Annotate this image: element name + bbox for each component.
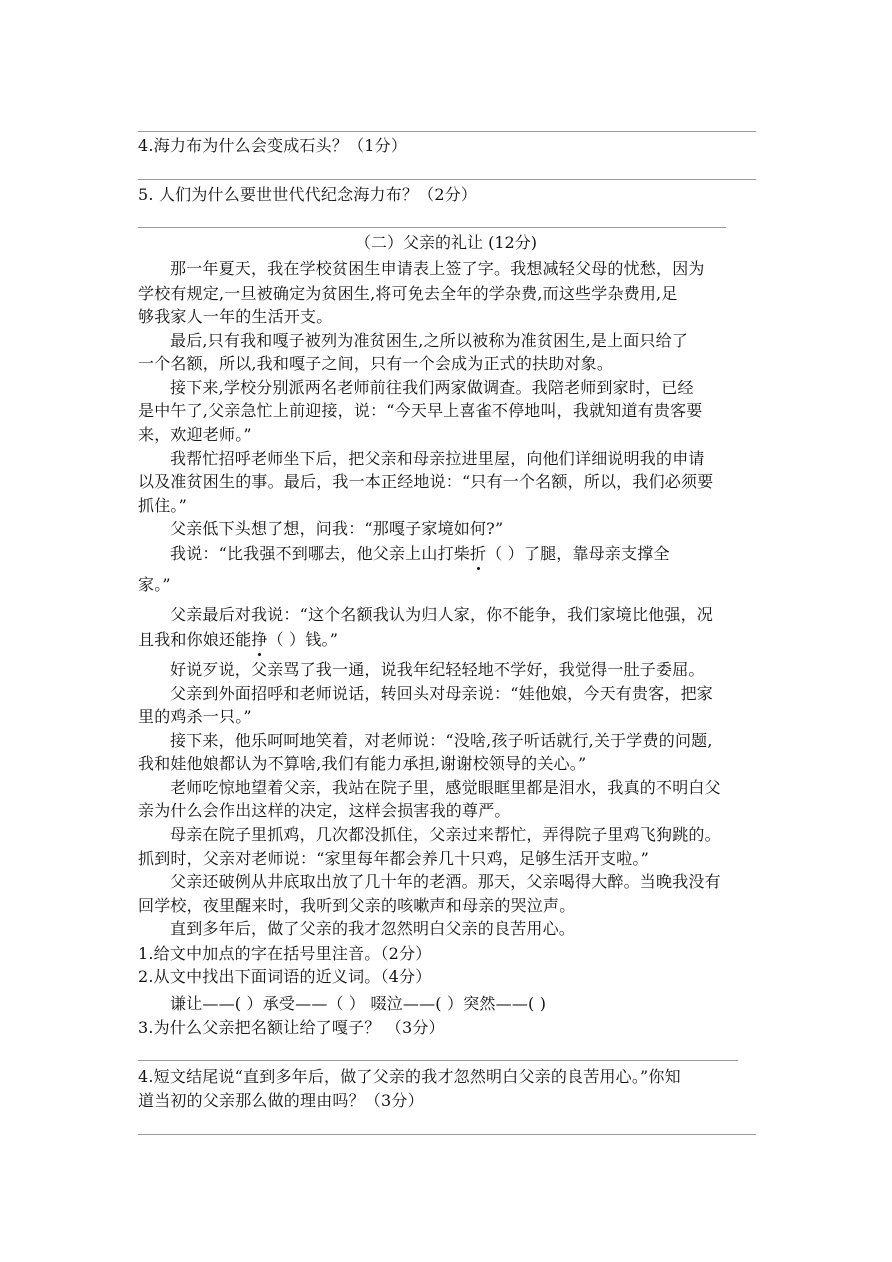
passage-line: 接下来,学校分别派两名老师前往我们两家做调查。我陪老师到家时，已经 bbox=[170, 378, 694, 397]
passage-text: （ ）钱。” bbox=[267, 630, 339, 649]
passage-line: 来，欢迎老师。” bbox=[138, 425, 252, 444]
question-3: 3.为什么父亲把名额让给了嘎子？ （3分） bbox=[138, 1018, 445, 1037]
passage-line: 老师吃惊地望着父亲，我站在院子里，感觉眼眶里都是泪水，我真的不明白父 bbox=[170, 778, 721, 797]
passage-text: 我说：“比我强不到哪去，他父亲上山打柴 bbox=[170, 544, 470, 563]
question-4-top: 4.海力布为什么会变成石头？（1分） bbox=[138, 136, 408, 155]
passage-text: 且我和你娘还能 bbox=[138, 630, 252, 649]
passage-line: 父亲最后对我说：“这个名额我认为归人家，你不能争，我们家境比他强，况 bbox=[170, 605, 713, 624]
passage-line: 里的鸡杀一只。” bbox=[138, 707, 252, 726]
passage-line: 一个名额，所以,我和嘎子之间，只有一个会成为正式的扶助对象。 bbox=[138, 354, 614, 373]
passage-line: 家。” bbox=[138, 575, 171, 594]
question-1: 1.给文中加点的字在括号里注音。（2分） bbox=[138, 944, 432, 963]
dotted-char: 折 bbox=[469, 544, 487, 563]
passage-line: 父亲还破例从井底取出放了几十年的老酒。那天，父亲喝得大醉。当晚我没有 bbox=[170, 872, 721, 891]
passage-line-with-dot bbox=[138, 629, 338, 651]
question-2: 2.从文中找出下面词语的近义词。（4分） bbox=[138, 967, 432, 986]
answer-line bbox=[138, 1060, 738, 1061]
passage-line: 母亲在院子里抓鸡，几次都没抓住，父亲过来帮忙，弄得院子里鸡飞狗跳的。 bbox=[170, 825, 721, 844]
passage-line: 好说歹说，父亲骂了我一通，说我年纪轻轻地不学好，我觉得一肚子委屈。 bbox=[170, 660, 705, 679]
question-4-line-2: 道当初的父亲那么做的理由吗？（3分） bbox=[138, 1091, 424, 1110]
passage-title: （二）父亲的礼让 (12分) bbox=[355, 233, 537, 252]
question-2-items: 谦让——( ）承受——（ ） 啜泣——( ）突然——( ) bbox=[170, 994, 547, 1013]
passage-line: 我帮忙招呼老师坐下后，把父亲和母亲拉进里屋，向他们详细说明我的申请 bbox=[170, 449, 705, 468]
answer-line bbox=[138, 227, 726, 228]
passage-line: 那一年夏天，我在学校贫困生申请表上签了字。我想减轻父母的忧愁，因为 bbox=[170, 259, 705, 278]
answer-line bbox=[138, 1134, 756, 1135]
passage-line: 是中午了,父亲急忙上前迎接，说：“今天早上喜雀不停地叫，我就知道有贵客要 bbox=[138, 401, 703, 420]
dotted-char: 挣 bbox=[251, 630, 268, 649]
answer-line bbox=[138, 179, 756, 180]
passage-line: 父亲到外面招呼和老师说话，转回头对母亲说：“娃他娘，今天有贵客，把家 bbox=[170, 684, 713, 703]
passage-line: 抓到时，父亲对老师说：“家里每年都会养几十只鸡，足够生活开支啦。” bbox=[138, 849, 649, 868]
answer-line bbox=[138, 131, 756, 132]
question-4-line-1: 4.短文结尾说“直到多年后，做了父亲的我才忽然明白父亲的良苦用心。”你知 bbox=[138, 1067, 681, 1086]
passage-line: 以及准贫困生的事。最后，我一本正经地说：“只有一个名额，所以，我们必须要 bbox=[138, 472, 714, 491]
passage-line: 抓住。” bbox=[138, 496, 187, 515]
question-5-top: 5. 人们为什么要世世代代纪念海力布？（2分） bbox=[138, 185, 478, 204]
passage-line: 直到多年后，做了父亲的我才忽然明白父亲的良苦用心。 bbox=[170, 919, 576, 938]
passage-line: 接下来，他乐呵呵地笑着，对老师说：“没啥,孩子听话就行,关于学费的问题, bbox=[170, 731, 713, 750]
passage-line: 学校有规定,一旦被确定为贫困生,将可免去全年的学杂费,而这些学杂费用,足 bbox=[138, 284, 678, 303]
passage-line-with-dot bbox=[170, 543, 670, 565]
passage-line: 亲为什么会作出这样的决定，这样会损害我的尊严。 bbox=[138, 801, 511, 820]
passage-line: 我和娃他娘都认为不算啥,我们有能力承担,谢谢校领导的关心。” bbox=[138, 754, 587, 773]
passage-text: （ ）了腿，靠母亲支撑全 bbox=[486, 544, 670, 563]
passage-line: 最后,只有我和嘎子被列为准贫困生,之所以被称为准贫困生,是上面只给了 bbox=[170, 331, 689, 350]
passage-line: 父亲低下头想了想，问我：“那嘎子家境如何?” bbox=[170, 519, 504, 538]
passage-line: 回学校，夜里醒来时，我听到父亲的咳嗽声和母亲的哭泣声。 bbox=[138, 896, 576, 915]
passage-line: 够我家人一年的生活开支。 bbox=[138, 307, 333, 326]
